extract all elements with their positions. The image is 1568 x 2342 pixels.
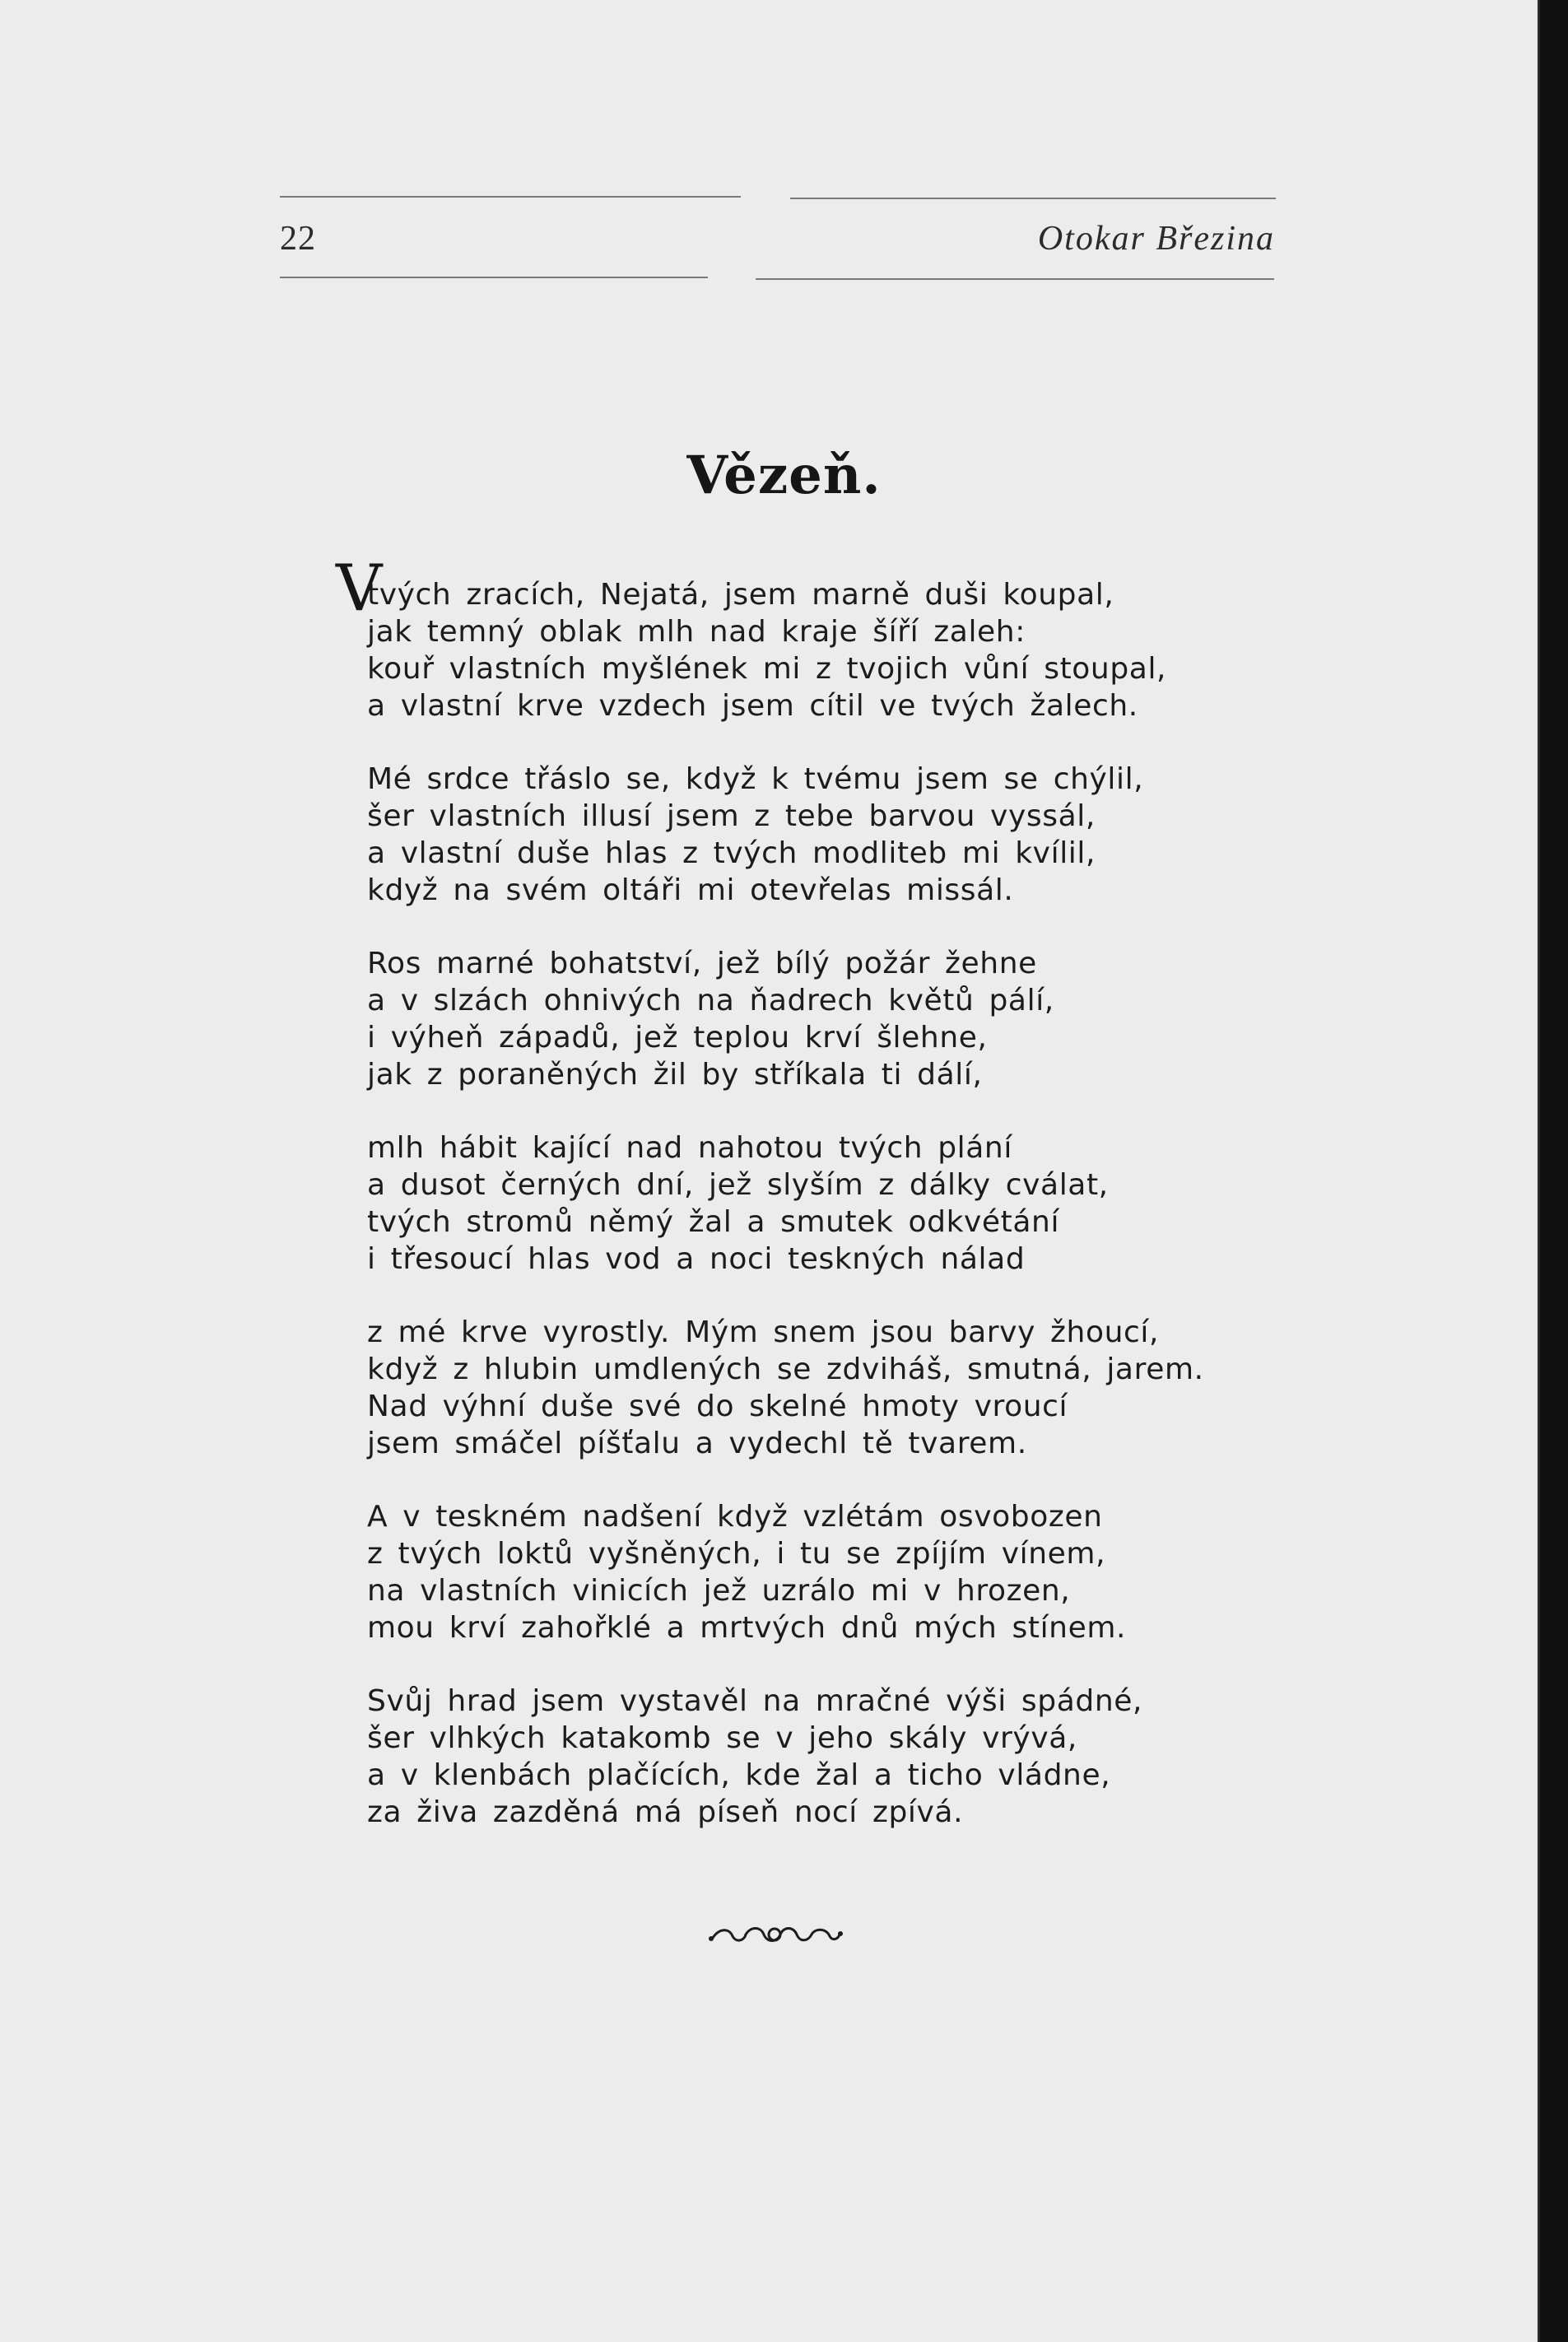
- verse-line: Svůj hrad jsem vystavěl na mračné výši spádné,: [367, 1684, 1143, 1718]
- verse-line: a v slzách ohnivých na ňadrech květů pálí,: [367, 984, 1054, 1017]
- page-number: 22: [280, 220, 316, 258]
- header-rule-top-right: [790, 198, 1276, 199]
- verse-line: mou krví zahořklé a mrtvých dnů mých stínem.: [367, 1611, 1127, 1645]
- stanza-4: [367, 1129, 1273, 1278]
- tailpiece-ornament-icon: [705, 1920, 844, 1949]
- verse-line: kouř vlastních myšlének mi z tvojich vůní stoupal,: [367, 652, 1167, 686]
- verse-line: tvých stromů němý žal a smutek odkvétání: [367, 1205, 1060, 1239]
- verse-line: Mé srdce třáslo se, když k tvému jsem se chýlil,: [367, 762, 1144, 796]
- stanza-6: [367, 1498, 1273, 1646]
- verse-line: jsem smáčel píšťalu a vydechl tě tvarem.: [367, 1427, 1027, 1460]
- header-rule-top-left: [280, 196, 741, 198]
- verse-line: i třesoucí hlas vod a noci teskných nálad: [367, 1242, 1026, 1276]
- verse-line: mlh hábit kající nad nahotou tvých plání: [367, 1131, 1012, 1165]
- book-spine-edge: [1538, 0, 1568, 2342]
- verse-line: a vlastní krve vzdech jsem cítil ve tvých žalech.: [367, 689, 1138, 723]
- verse-line: a dusot černých dní, jež slyším z dálky cválat,: [367, 1168, 1109, 1202]
- verse-line: A v teskném nadšení když vzlétám osvobozen: [367, 1500, 1103, 1534]
- verse-line: Ros marné bohatství, jež bílý požár žehne: [367, 947, 1037, 980]
- verse-line: když z hlubin umdlených se zdviháš, smutná, jarem.: [367, 1353, 1204, 1386]
- page-edge-line: [1538, 0, 1540, 2342]
- verse-line: z mé krve vyrostly. Mým snem jsou barvy žhoucí,: [367, 1315, 1160, 1349]
- header-rule-bottom-left: [280, 277, 708, 278]
- verse-line: tvých zracích, Nejatá, jsem marně duši koupal,: [367, 578, 1114, 612]
- stanza-5: [367, 1314, 1273, 1462]
- verse-line: na vlastních vinicích jež uzrálo mi v hrozen,: [367, 1574, 1071, 1608]
- header-rule-bottom-right: [756, 278, 1274, 280]
- verse-line: za živa zazděná má píseň nocí zpívá.: [367, 1795, 964, 1829]
- verse-line: když na svém oltáři mi otevřelas missál.: [367, 873, 1014, 907]
- verse-line: i výheň západů, jež teplou krví šlehne,: [367, 1021, 988, 1055]
- verse-line: šer vlastních illusí jsem z tebe barvou vyssál,: [367, 799, 1096, 833]
- stanza-3: [367, 945, 1273, 1093]
- drop-cap: V: [336, 552, 383, 626]
- poem-title: Vězeň.: [686, 445, 882, 506]
- verse-line: z tvých loktů vyšněných, i tu se zpíjím vínem,: [367, 1537, 1106, 1571]
- verse-line: jak z poraněných žil by stříkala ti dálí,: [367, 1058, 983, 1092]
- verse-line: a vlastní duše hlas z tvých modliteb mi kvílil,: [367, 836, 1096, 870]
- verse-line: Nad výhní duše své do skelné hmoty vroucí: [367, 1390, 1068, 1423]
- stanza-1: [367, 576, 1273, 724]
- stanza-7: [367, 1683, 1273, 1831]
- stanza-2: [367, 761, 1273, 909]
- poem-body: [367, 576, 1273, 1867]
- verse-line: jak temný oblak mlh nad kraje šíří zaleh:: [367, 615, 1026, 649]
- running-head-author: Otokar Březina: [1037, 220, 1275, 258]
- verse-line: šer vlhkých katakomb se v jeho skály vrývá,: [367, 1721, 1077, 1755]
- verse-line: a v klenbách plačících, kde žal a ticho vládne,: [367, 1758, 1111, 1792]
